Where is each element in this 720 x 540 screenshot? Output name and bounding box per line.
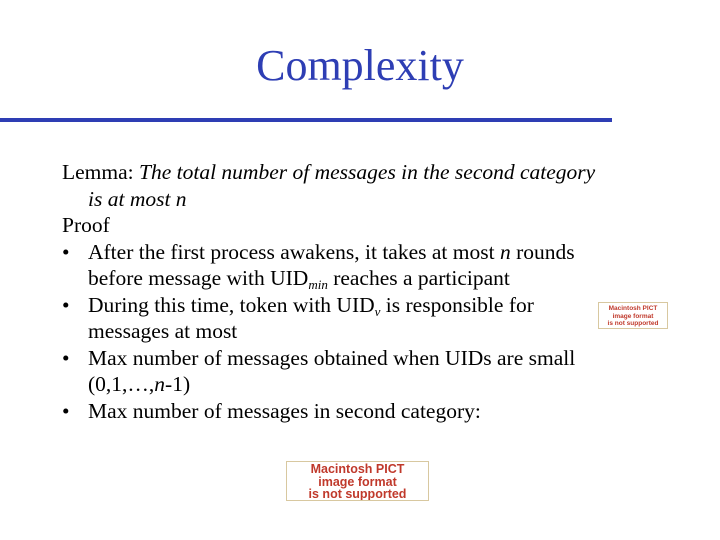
bullet-var-n: n xyxy=(154,372,166,396)
title-underline xyxy=(0,118,612,122)
bullet-glyph: • xyxy=(62,239,70,264)
bullet-text: is responsible for xyxy=(380,292,534,317)
lemma-text-line1: The total number of messages in the second category xyxy=(139,160,596,184)
pict-line3: is not supported xyxy=(607,320,659,327)
bullet-glyph: • xyxy=(62,398,70,423)
bullet-text: -1) xyxy=(165,372,191,396)
bullet-text: rounds xyxy=(510,239,575,264)
lemma-line xyxy=(62,159,672,186)
pict-placeholder-image xyxy=(598,302,668,329)
subscript-v: v xyxy=(374,303,381,319)
bullet-continuation xyxy=(62,265,672,292)
bullet-var-n: n xyxy=(499,239,511,264)
bullet-text: During this time, token with UID xyxy=(88,292,375,317)
bullet-item xyxy=(62,345,672,372)
bullet-continuation xyxy=(62,371,672,398)
bullet-item xyxy=(62,398,672,425)
pict-line1: Macintosh PICT xyxy=(608,305,658,312)
lemma-label: Lemma: xyxy=(62,160,134,184)
bullet-glyph: • xyxy=(62,345,70,370)
bullet-text: (0,1,…, xyxy=(88,372,155,396)
bullet-item xyxy=(62,239,672,266)
bullet-text: Max number of messages in second category: xyxy=(88,398,481,423)
slide-body xyxy=(62,159,672,424)
bullet-text: before message with UID xyxy=(88,266,309,290)
pict-placeholder-image xyxy=(286,461,429,501)
bullet-text: Max number of messages obtained when UIDs are small xyxy=(88,345,576,370)
bullet-text: After the first process awakens, it takes at most xyxy=(88,239,500,264)
bullet-continuation: messages at most xyxy=(88,319,238,343)
lemma-text-line2: is at most n xyxy=(88,186,187,211)
bullet-glyph: • xyxy=(62,292,70,317)
slide-title: Complexity xyxy=(256,41,464,90)
bullet-text: reaches a participant xyxy=(327,266,510,290)
pict-line3: is not supported xyxy=(308,487,407,501)
proof-label: Proof xyxy=(62,213,110,237)
pict-line1: Macintosh PICT xyxy=(310,462,405,476)
pict-line2: image format xyxy=(318,474,397,489)
bullet-item xyxy=(62,292,672,319)
lemma-line-2 xyxy=(62,186,672,213)
pict-line2: image format xyxy=(612,312,654,320)
subscript-min: min xyxy=(308,277,328,292)
